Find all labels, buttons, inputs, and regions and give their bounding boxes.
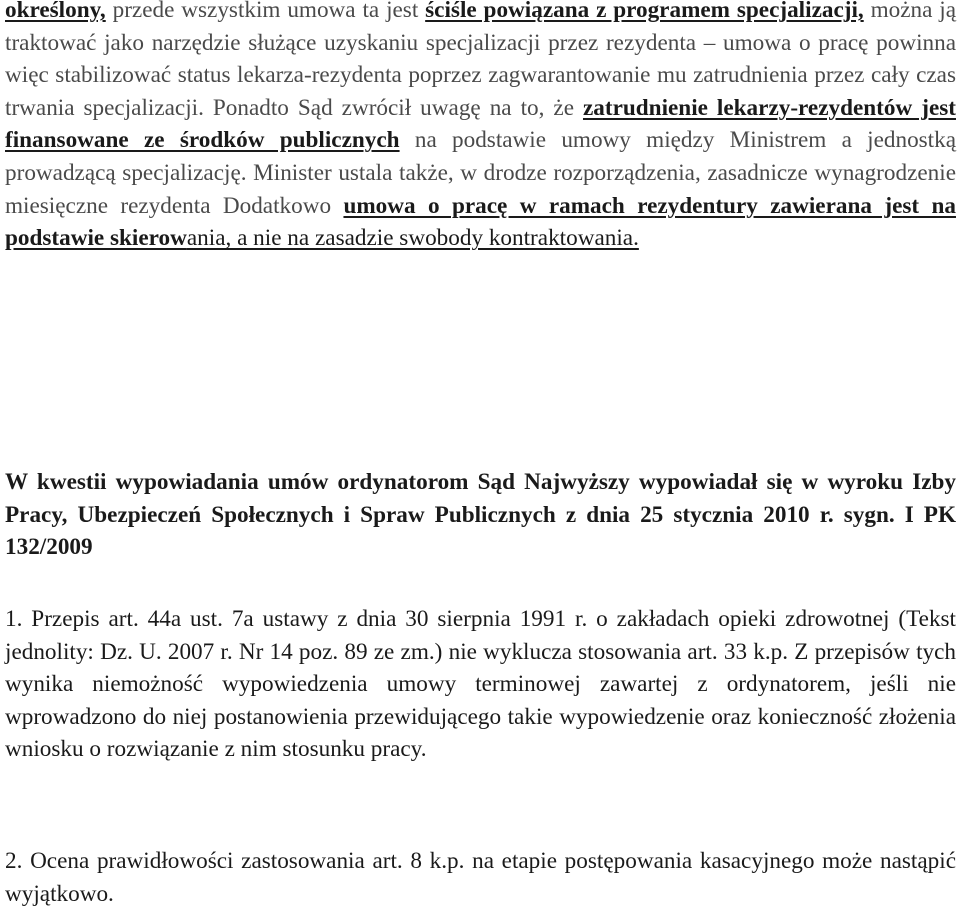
underlined-bold-phrase: ściśle powiązana z programem specjalizacji, — [425, 0, 864, 23]
underlined-bold-phrase: określony, — [5, 0, 106, 23]
point-1: 1. Przepis art. 44a ust. 7a ustawy z dnia 30 sierpnia 1991 r. o zakładach opieki zdrowotnej (Tekst jednolity: Dz. U. 2007 r. Nr 14 poz. 89 ze zm.) nie wyklucza stosowania art. 33 k.p. Z przepisów tych wynika niemożność wypowiedzenia umowy terminowej zawartej z ordynatorem, jeśli nie wprowadzono do niej postanowienia przewidującego takie wypowiedzenie oraz konieczność złożenia wniosku o rozwiązanie z nim stosunku pracy. — [5, 606, 956, 763]
paragraph-text: na podstawie umowy między Ministrem a jednostką prowadzącą specjalizację. Minister ustala także, w drodze rozporządzenia, zasadnicze wynagrodzenie miesięczne rezydenta Dodatkowo — [5, 127, 957, 219]
underlined-bold-phrase: zatrudnienie lekarzy-rezydentów jest finansowane ze środków publicznych — [5, 94, 956, 154]
paragraph-residency-contract — [5, 0, 956, 255]
underlined-phrase: ania, a nie na zasadzie swobody kontraktowania. — [186, 225, 639, 252]
point-2: 2. Ocena prawidłowości zastosowania art. 8 k.p. na etapie postępowania kasacyjnego może nastąpić wyjątkowo. — [5, 848, 956, 907]
underlined-bold-phrase: umowa o pracę w ramach rezydentury zawierana jest na podstawie skierow — [5, 192, 956, 252]
paragraph-text: przede wszystkim umowa ta jest — [105, 0, 426, 23]
section-heading: W kwestii wypowiadania umów ordynatorom Sąd Najwyższy wypowiadał się w wyroku Izby Pracy, Ubezpieczeń Społecznych i Spraw Publicznych z dnia 25 stycznia 2010 r. sygn. I PK 132/2009 — [5, 469, 956, 561]
paragraph-text: można ją traktować jako narzędzie służące uzyskaniu specjalizacji przez rezydenta – umowa o pracę powinna więc stabilizować status lekarza-rezydenta poprzez zagwarantowanie mu zatrudnienia przez cały czas trwania specjalizacji. Ponadto Sąd zwrócił uwagę na to, że — [5, 0, 957, 121]
